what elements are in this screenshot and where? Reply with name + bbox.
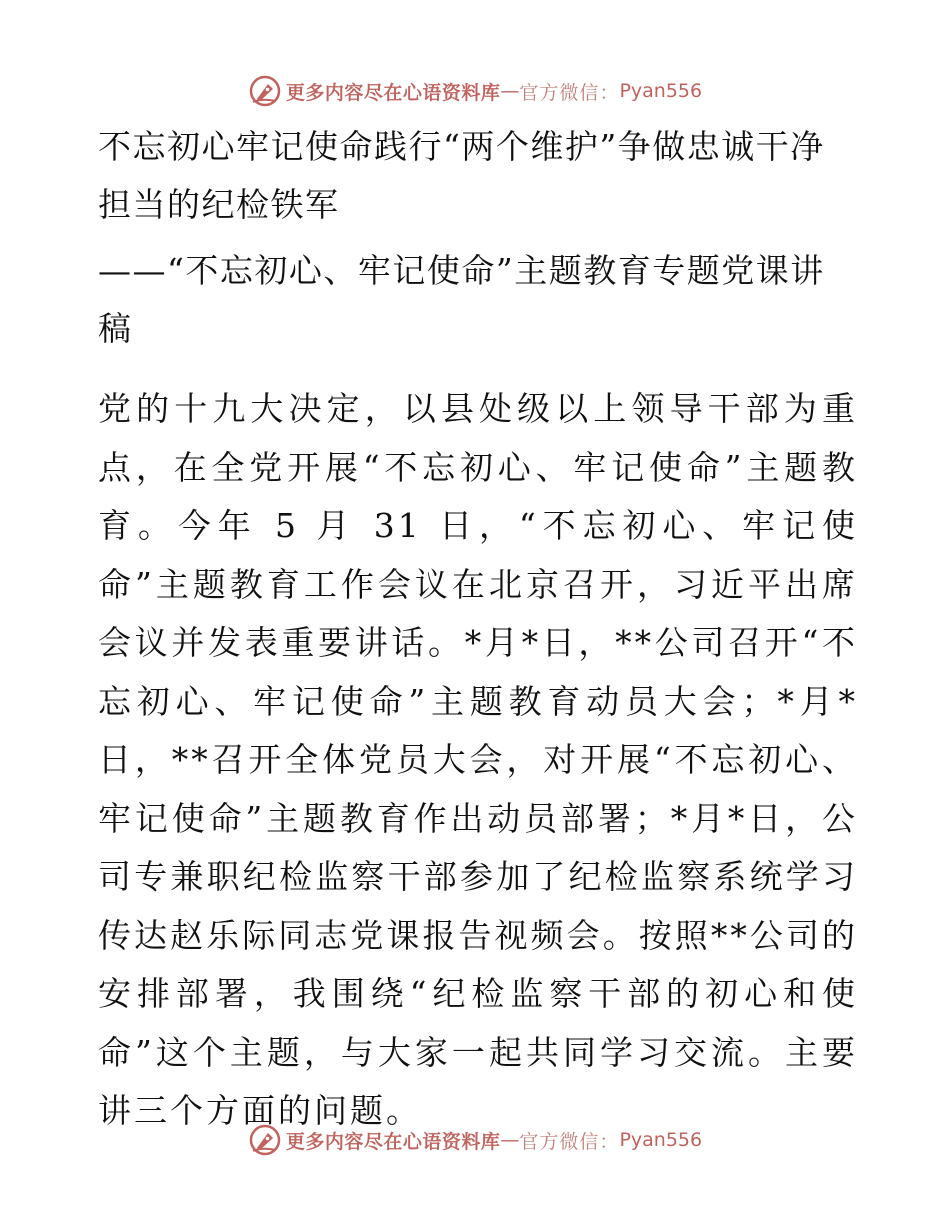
watermark-brand: 更多内容尽在心语资料库 — [285, 1130, 501, 1153]
document-subtitle: ——“不忘初心、牢记使命”主题教育专题党课讲稿 — [98, 251, 825, 348]
document-paragraph: 党的十九大决定，以县处级以上领导干部为重点，在全党开展“不忘初心、牢记使命”主题教育。今年 5 月 31 日，“不忘初心、牢记使命”主题教育工作会议在北京召开，习近平出席会议并发表重要讲话。*月*日，**公司召开“不忘初心、牢记使命”主题教育动员大会；*月*日，**召开全体党员大会，对开展“不忘初心、牢记使命”主题教育作出动员部署；*月*日，公司专兼职纪检监察干部参加了纪检监察系统学习传达赵乐际同志党课报告视频会。按照**公司的安排部署，我围绕“纪检监察干部的初心和使命”这个主题，与大家一起共同学习交流。主要讲三个方面的问题。 — [98, 389, 858, 1130]
watermark-label: 官方微信： — [519, 81, 620, 104]
header-watermark — [0, 71, 950, 111]
pen-nib-circle-icon — [248, 74, 282, 108]
watermark-label: 官方微信： — [519, 1130, 620, 1153]
watermark-wechat-id: Pyan556 — [619, 1129, 703, 1151]
watermark-dash: — — [500, 1129, 520, 1151]
pen-nib-circle-icon — [248, 1123, 282, 1157]
document-title: 不忘初心牢记使命践行“两个维护”争做忠诚干净担当的纪检铁军 — [98, 127, 825, 224]
watermark-wechat-id: Pyan556 — [619, 80, 703, 102]
document-body — [98, 118, 858, 1141]
footer-watermark — [0, 1120, 950, 1160]
watermark-dash: — — [500, 80, 520, 102]
watermark-brand: 更多内容尽在心语资料库 — [285, 81, 501, 104]
